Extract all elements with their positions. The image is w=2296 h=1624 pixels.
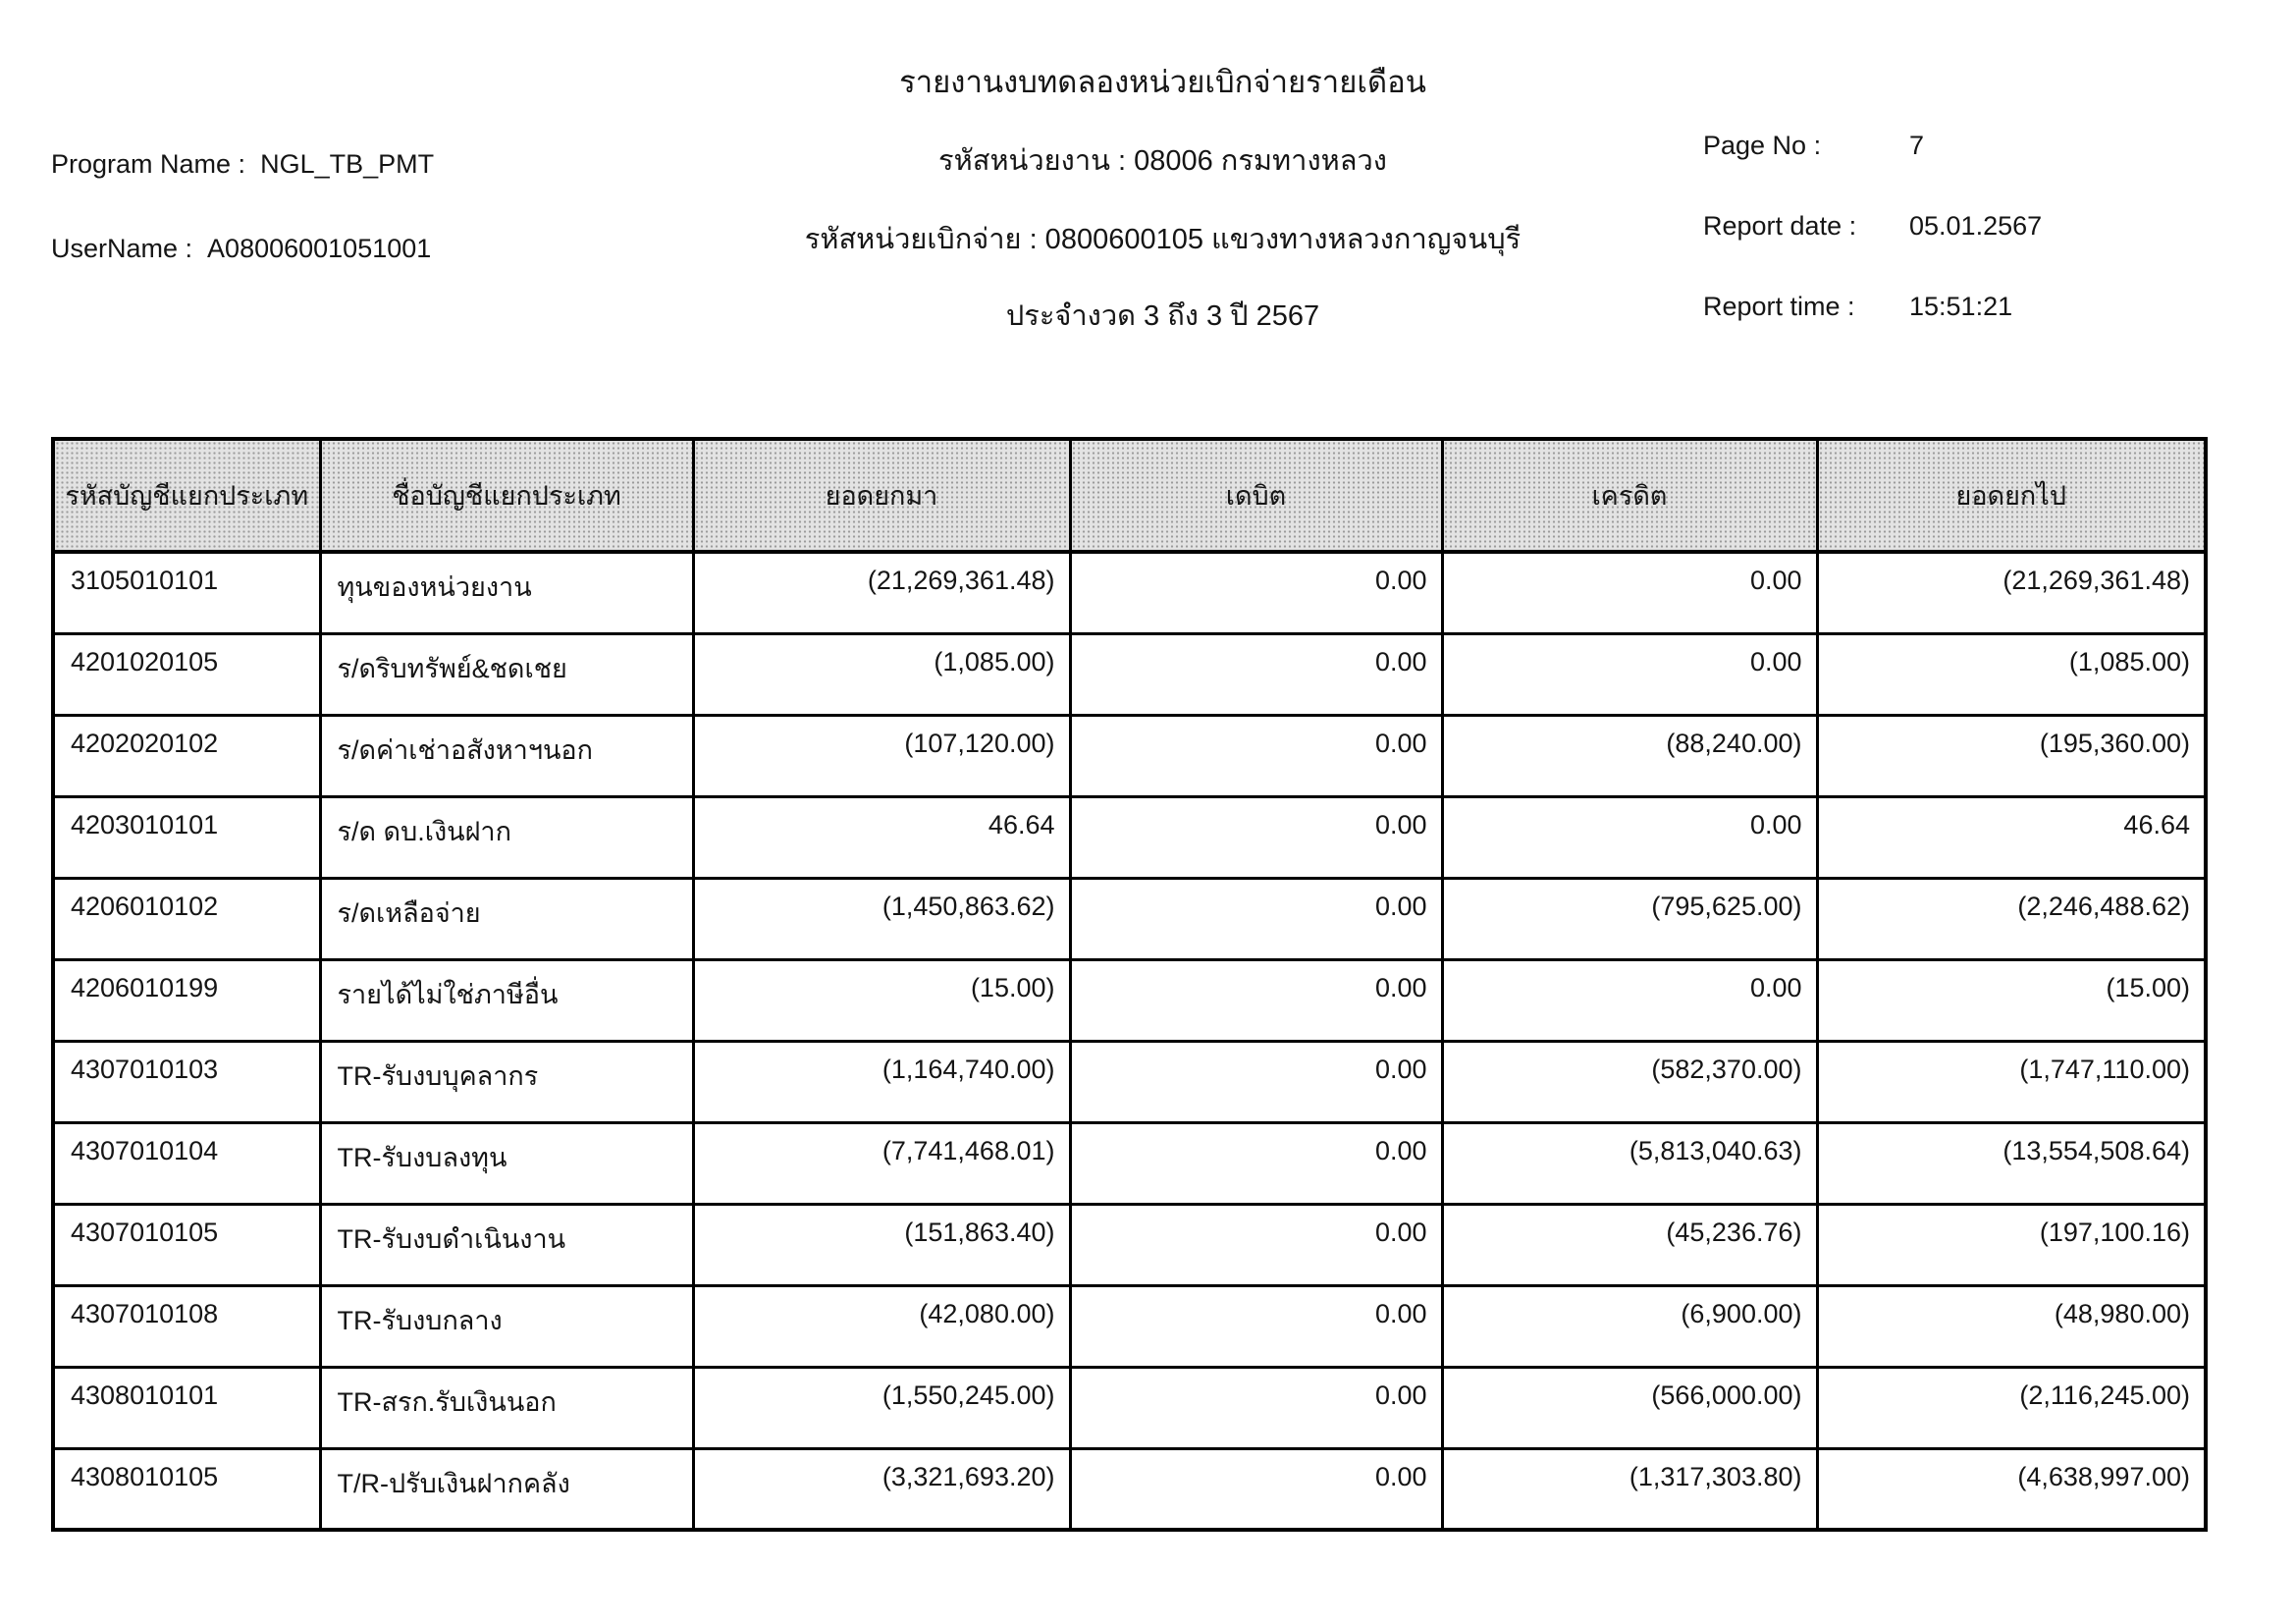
debit-cell: 0.00: [1070, 1041, 1442, 1122]
debit-cell: 0.00: [1070, 1448, 1442, 1530]
table-row: [53, 1285, 2206, 1367]
page-no-label: Page No :: [1703, 131, 1822, 160]
account-code-cell: 4206010102: [53, 878, 320, 959]
debit-cell: 0.00: [1070, 1367, 1442, 1448]
account-code-cell: 4206010199: [53, 959, 320, 1041]
account-name-cell: ทุนของหน่วยงาน: [320, 552, 693, 633]
account-name-cell: TR-รับงบกลาง: [320, 1285, 693, 1367]
credit-cell: (566,000.00): [1442, 1367, 1817, 1448]
page-title: รายงานงบทดลองหน่วยเบิกจ่ายรายเดือน: [899, 65, 1426, 99]
credit-cell: (5,813,040.63): [1442, 1122, 1817, 1204]
table-row: [53, 715, 2206, 796]
balance-brought-forward-cell: 46.64: [693, 796, 1070, 878]
program-name-value: NGL_TB_PMT: [260, 149, 435, 179]
column-header-balance-brought-forward: ยอดยกมา: [693, 439, 1070, 552]
account-name-cell: รายได้ไม่ใช่ภาษีอื่น: [320, 959, 693, 1041]
account-code-cell: 4308010105: [53, 1448, 320, 1530]
debit-cell: 0.00: [1070, 1204, 1442, 1285]
balance-brought-forward-cell: (1,550,245.00): [693, 1367, 1070, 1448]
debit-cell: 0.00: [1070, 796, 1442, 878]
balance-carried-forward-cell: (2,246,488.62): [1817, 878, 2206, 959]
report-time-line: [1703, 292, 2013, 322]
balance-brought-forward-cell: (1,450,863.62): [693, 878, 1070, 959]
account-code-cell: 3105010101: [53, 552, 320, 633]
table-row: [53, 1122, 2206, 1204]
account-code-cell: 4201020105: [53, 633, 320, 715]
account-code-cell: 4307010108: [53, 1285, 320, 1367]
disbursement-unit-line: รหัสหน่วยเบิกจ่าย : 0800600105 แขวงทางหลวงกาญจนบุรี: [804, 224, 1522, 255]
column-header-account-code: รหัสบัญชีแยกประเภท: [53, 439, 320, 552]
report-date-line: [1703, 211, 2043, 242]
report-time-value: 15:51:21: [1909, 292, 2013, 321]
report-date-value: 05.01.2567: [1909, 211, 2043, 241]
table-row: [53, 796, 2206, 878]
username-value: A08006001051001: [207, 234, 432, 263]
credit-cell: (6,900.00): [1442, 1285, 1817, 1367]
table-row: [53, 959, 2206, 1041]
period-line: ประจำงวด 3 ถึง 3 ปี 2567: [1005, 300, 1320, 332]
balance-carried-forward-cell: (1,085.00): [1817, 633, 2206, 715]
account-code-cell: 4308010101: [53, 1367, 320, 1448]
credit-cell: 0.00: [1442, 552, 1817, 633]
account-name-cell: TR-รับงบดำเนินงาน: [320, 1204, 693, 1285]
balance-brought-forward-cell: (21,269,361.48): [693, 552, 1070, 633]
table-row: [53, 1204, 2206, 1285]
table-body: [53, 552, 2206, 1530]
column-header-account-name: ชื่อบัญชีแยกประเภท: [320, 439, 693, 552]
balance-carried-forward-cell: (15.00): [1817, 959, 2206, 1041]
table-row: [53, 1448, 2206, 1530]
program-name-line: [51, 149, 434, 180]
debit-cell: 0.00: [1070, 878, 1442, 959]
balance-carried-forward-cell: (4,638,997.00): [1817, 1448, 2206, 1530]
credit-cell: 0.00: [1442, 959, 1817, 1041]
report-time-label: Report time :: [1703, 292, 1855, 321]
account-name-cell: T/R-ปรับเงินฝากคลัง: [320, 1448, 693, 1530]
account-name-cell: TR-รับงบบุคลากร: [320, 1041, 693, 1122]
debit-cell: 0.00: [1070, 715, 1442, 796]
balance-brought-forward-cell: (7,741,468.01): [693, 1122, 1070, 1204]
account-name-cell: TR-สรก.รับเงินนอก: [320, 1367, 693, 1448]
report-date-label: Report date :: [1703, 211, 1857, 241]
account-code-cell: 4203010101: [53, 796, 320, 878]
username-label: UserName :: [51, 234, 193, 263]
table-row: [53, 878, 2206, 959]
balance-carried-forward-cell: (2,116,245.00): [1817, 1367, 2206, 1448]
balance-brought-forward-cell: (1,164,740.00): [693, 1041, 1070, 1122]
balance-carried-forward-cell: (13,554,508.64): [1817, 1122, 2206, 1204]
credit-cell: 0.00: [1442, 796, 1817, 878]
debit-cell: 0.00: [1070, 959, 1442, 1041]
debit-cell: 0.00: [1070, 633, 1442, 715]
credit-cell: (45,236.76): [1442, 1204, 1817, 1285]
trial-balance-table: [51, 437, 2208, 1532]
page-no-line: [1703, 131, 1925, 161]
table-header: [53, 439, 2206, 552]
account-name-cell: ร/ดริบทรัพย์&ชดเชย: [320, 633, 693, 715]
balance-carried-forward-cell: (1,747,110.00): [1817, 1041, 2206, 1122]
balance-brought-forward-cell: (1,085.00): [693, 633, 1070, 715]
balance-brought-forward-cell: (151,863.40): [693, 1204, 1070, 1285]
credit-cell: (1,317,303.80): [1442, 1448, 1817, 1530]
credit-cell: 0.00: [1442, 633, 1817, 715]
credit-cell: (795,625.00): [1442, 878, 1817, 959]
debit-cell: 0.00: [1070, 1285, 1442, 1367]
balance-carried-forward-cell: 46.64: [1817, 796, 2206, 878]
balance-carried-forward-cell: (48,980.00): [1817, 1285, 2206, 1367]
table-header-row: [53, 439, 2206, 552]
table-row: [53, 1041, 2206, 1122]
account-code-cell: 4202020102: [53, 715, 320, 796]
column-header-debit: เดบิต: [1070, 439, 1442, 552]
balance-carried-forward-cell: (195,360.00): [1817, 715, 2206, 796]
balance-brought-forward-cell: (107,120.00): [693, 715, 1070, 796]
balance-brought-forward-cell: (42,080.00): [693, 1285, 1070, 1367]
account-code-cell: 4307010104: [53, 1122, 320, 1204]
username-line: [51, 234, 431, 264]
account-name-cell: ร/ด ดบ.เงินฝาก: [320, 796, 693, 878]
balance-brought-forward-cell: (15.00): [693, 959, 1070, 1041]
table-row: [53, 552, 2206, 633]
credit-cell: (582,370.00): [1442, 1041, 1817, 1122]
debit-cell: 0.00: [1070, 552, 1442, 633]
agency-code-line: รหัสหน่วยงาน : 08006 กรมทางหลวง: [938, 145, 1387, 177]
page-no-value: 7: [1909, 131, 1925, 160]
account-code-cell: 4307010103: [53, 1041, 320, 1122]
credit-cell: (88,240.00): [1442, 715, 1817, 796]
account-code-cell: 4307010105: [53, 1204, 320, 1285]
account-name-cell: ร/ดค่าเช่าอสังหาฯนอก: [320, 715, 693, 796]
debit-cell: 0.00: [1070, 1122, 1442, 1204]
column-header-balance-carried-forward: ยอดยกไป: [1817, 439, 2206, 552]
balance-carried-forward-cell: (21,269,361.48): [1817, 552, 2206, 633]
table-row: [53, 633, 2206, 715]
column-header-credit: เครดิต: [1442, 439, 1817, 552]
table-row: [53, 1367, 2206, 1448]
balance-brought-forward-cell: (3,321,693.20): [693, 1448, 1070, 1530]
balance-carried-forward-cell: (197,100.16): [1817, 1204, 2206, 1285]
account-name-cell: ร/ดเหลือจ่าย: [320, 878, 693, 959]
account-name-cell: TR-รับงบลงทุน: [320, 1122, 693, 1204]
program-name-label: Program Name :: [51, 149, 246, 179]
